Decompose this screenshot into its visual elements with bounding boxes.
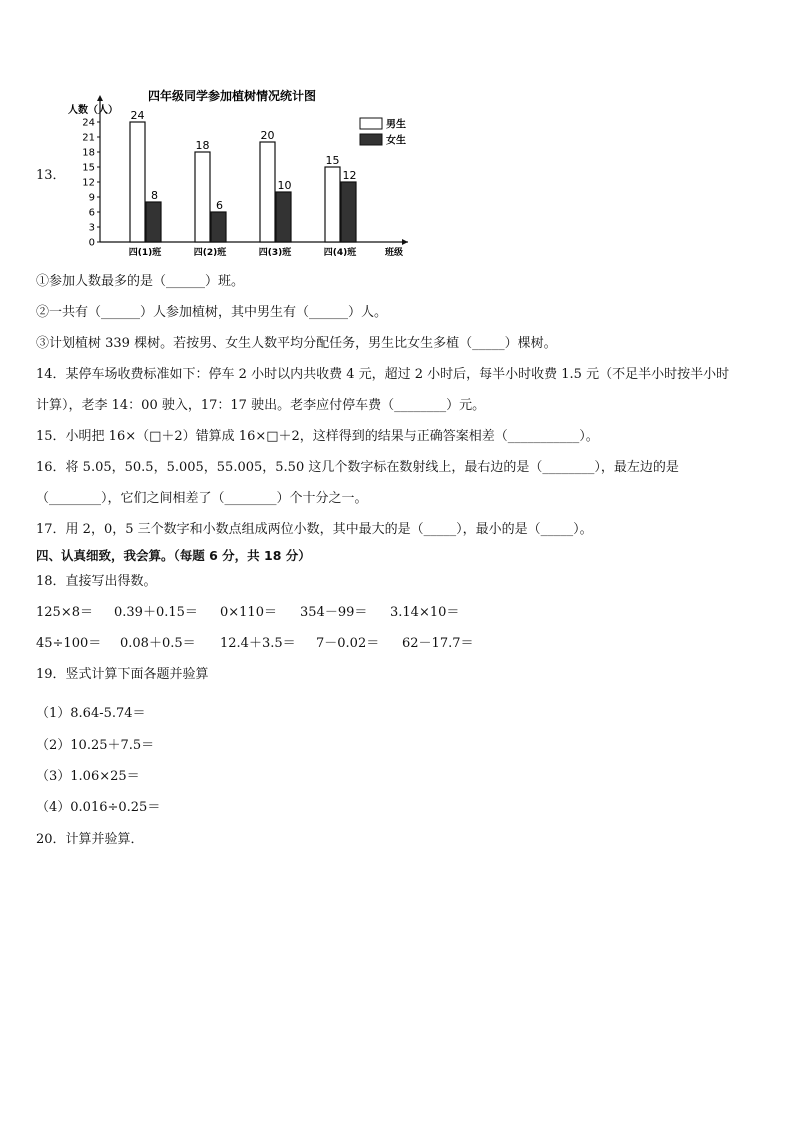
calc-item: 7－0.02＝	[316, 636, 380, 651]
chart-bar-girls	[276, 192, 291, 242]
chart-bar-value-label: 8	[151, 189, 158, 202]
chart-x-tick-label: 四(3)班	[258, 248, 292, 258]
question-18-row-2	[36, 636, 474, 652]
chart-bar-value-label: 20	[260, 129, 275, 142]
chart-x-ticks	[129, 246, 357, 258]
chart-legend-swatch	[360, 118, 382, 129]
chart-legend	[360, 118, 406, 147]
chart-y-tick-label: 24	[82, 117, 95, 129]
calc-item: 3.14×10＝	[390, 605, 460, 620]
chart-y-tick-label: 0	[88, 237, 95, 249]
section-4-heading: 四、认真细致，我会算。（每题 6 分，共 18 分）	[36, 548, 311, 563]
calc-item: 0.08＋0.5＝	[120, 636, 196, 651]
question-18-title: 18．直接写出得数。	[36, 574, 157, 589]
chart-bar-boys	[130, 122, 145, 242]
calc-item: 45÷100＝	[36, 636, 102, 651]
question-19-item-2: （2）10.25＋7.5＝	[36, 738, 155, 753]
question-20: 20．计算并验算．	[36, 832, 144, 847]
chart-bar-girls	[146, 202, 161, 242]
chart-y-tick-label: 6	[88, 207, 95, 219]
question-14-line-2: 计算），老李 14：00 驶入，17：17 驶出。老李应付停车费（________）元。	[36, 398, 486, 413]
question-19-item-1: （1）8.64-5.74＝	[36, 706, 146, 721]
calc-item: 0×110＝	[220, 605, 277, 620]
chart-x-tick-label: 四(4)班	[323, 248, 357, 258]
chart-bar-value-label: 18	[195, 139, 210, 152]
chart-bar-value-label: 24	[130, 109, 145, 122]
chart-x-axis-arrow	[402, 239, 408, 245]
chart-bar-value-label: 6	[216, 199, 223, 212]
chart-x-axis-label: 班级	[384, 248, 404, 258]
question-19-title: 19．竖式计算下面各题并验算	[36, 667, 209, 682]
chart-legend-label: 女生	[386, 135, 406, 147]
chart-bar-girls	[211, 212, 226, 242]
chart-y-axis-label: 人数（人）	[68, 105, 118, 116]
question-15: 15．小明把 16×（□＋2）错算成 16×□＋2，这样得到的结果与正确答案相差（___________）。	[36, 429, 599, 444]
question-16-line-1: 16．将 5.05，50.5，5.005，55.005，5.50 这几个数字标在数射线上，最右边的是（________），最左边的是	[36, 460, 679, 475]
calc-item: 125×8＝	[36, 605, 93, 620]
chart-x-tick-label: 四(2)班	[193, 248, 227, 258]
tree-planting-bar-chart	[62, 82, 422, 262]
chart-legend-label: 男生	[386, 119, 406, 131]
chart-bar-boys	[325, 167, 340, 242]
question-17: 17．用 2，0，5 三个数字和小数点组成两位小数，其中最大的是（_____），最小的是（_____）。	[36, 522, 593, 537]
question-13-sub-2: ②一共有（______）人参加植树，其中男生有（______）人。	[36, 305, 388, 320]
chart-bar-value-label: 12	[342, 169, 357, 182]
calc-item: 12.4＋3.5＝	[220, 636, 296, 651]
calc-item: 0.39＋0.15＝	[114, 605, 198, 620]
calc-item: 354－99＝	[300, 605, 368, 620]
question-16-line-2: （________），它们之间相差了（________）个十分之一。	[36, 491, 368, 506]
chart-y-tick-label: 12	[82, 177, 95, 189]
question-14-line-1: 14．某停车场收费标准如下：停车 2 小时以内共收费 4 元，超过 2 小时后，每半小时收费 1.5 元（不足半小时按半小时	[36, 367, 730, 382]
calc-item: 62－17.7＝	[402, 636, 474, 651]
chart-bar-girls	[341, 182, 356, 242]
chart-bar-boys	[260, 142, 275, 242]
chart-y-tick-label: 3	[88, 222, 95, 234]
question-13-number: 13．	[36, 168, 66, 183]
chart-y-axis-arrow	[97, 95, 103, 101]
question-19-item-4: （4）0.016÷0.25＝	[36, 800, 161, 815]
chart-legend-swatch	[360, 134, 382, 145]
question-18-row-1	[36, 605, 459, 621]
chart-bar-value-label: 15	[325, 154, 340, 167]
chart-y-tick-label: 21	[82, 132, 95, 144]
chart-y-ticks	[82, 118, 100, 249]
chart-y-tick-label: 18	[82, 147, 95, 159]
question-13-sub-3: ③计划植树 339 棵树。若按男、女生人数平均分配任务，男生比女生多植（_____）棵树。	[36, 336, 557, 351]
chart-y-tick-label: 15	[82, 162, 95, 174]
chart-bar-value-label: 10	[277, 179, 292, 192]
chart-y-tick-label: 9	[88, 192, 95, 204]
chart-x-tick-label: 四(1)班	[128, 248, 162, 258]
chart-title: 四年级同学参加植树情况统计图	[147, 89, 317, 103]
question-13-sub-1: ①参加人数最多的是（______）班。	[36, 274, 245, 289]
question-19-item-3: （3）1.06×25＝	[36, 769, 140, 784]
chart-bar-boys	[195, 152, 210, 242]
chart-bars	[130, 109, 357, 242]
